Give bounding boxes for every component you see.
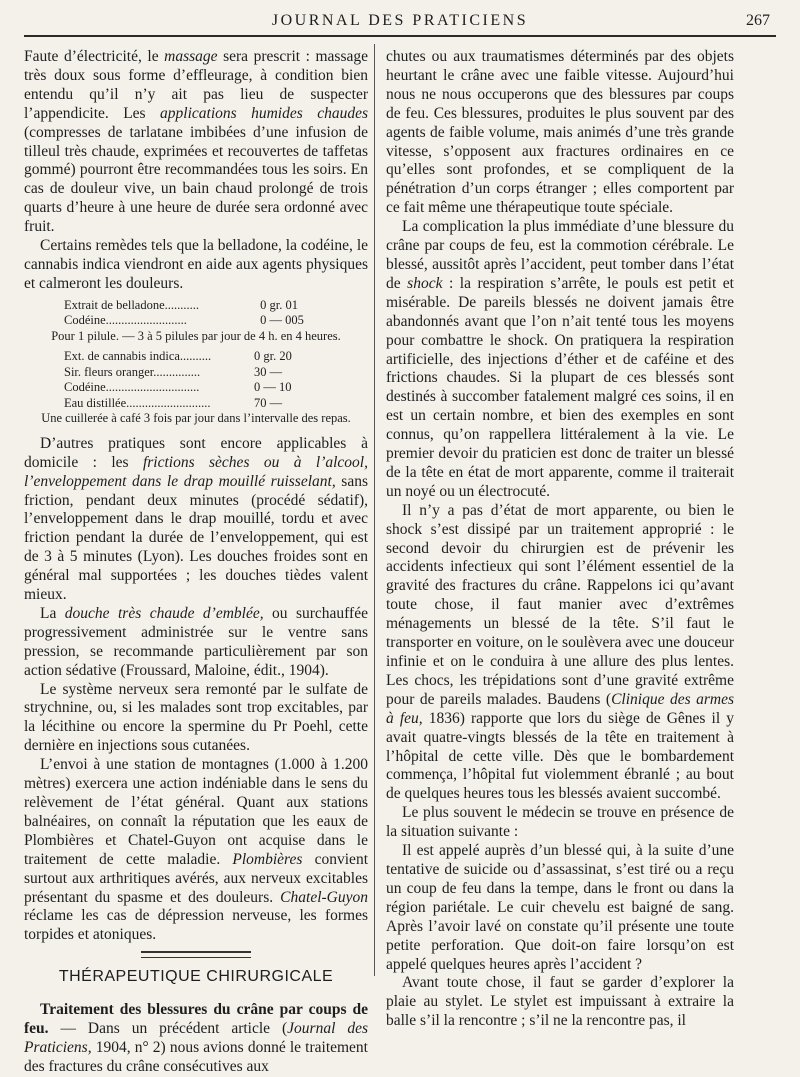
header-rule — [24, 35, 776, 37]
paragraph-commotion: La complication la plus immédiate d’une blessure du crâne par coups de feu, est la commotion cérébrale. Le blessé, aussitôt après l’accident, peut tomber dans l’état de shock : la respiration s’arrête, le pouls est petit et misérable. De pareils blessés ne doivent jamais être abandonnés avant que l’on n’ait tenté tous les moyens pour combattre le shock. On pratiquera la respiration artificielle, des injections d’éther et de caféine et des frictions chaudes. Si la plupart de ces blessés sont destinés à succomber fatalement malgré ces soins, il en est un certain nombre, et bien des exemples en sont connus, qu’on rappellera littéralement à la vie. Le premier devoir du praticien est donc de traiter un blessé de la tête en état de mort apparente, comme il traiterait un noyé ou un électrocuté. — [386, 218, 734, 500]
rx-row: Sir. fleurs oranger............... 30 — — [64, 364, 283, 379]
rx-row: Ext. de cannabis indica.......... 0 gr. 20 — [64, 349, 292, 364]
paragraph-situation: Le plus souvent le médecin se trouve en présence de la situation suivante : — [386, 804, 734, 841]
paragraph-massage: Faute d’électricité, le massage sera prescrit : massage très doux sous forme d’effleurage, à condition bien entendu qu’il n’y ait pas lieu de suspecter l’appendicite. Les applications humides chaudes (compresses de tarlatane imbibées d’une infusion de tilleul très chaude, exprimées et recouvertes de taffetas gommé) pourront être recommandées tous les soirs. En cas de douleur vive, un bain chaud prolongé de trois quarts d’heure à une heure de durée sera ordonné avec fruit. — [24, 48, 368, 236]
paragraph-infection: Il n’y a pas d’état de mort apparente, ou bien le shock s’est dissipé par un traitement approprié : le second devoir du chirurgien est de prévenir les accidents infectieux qui sont l’élément essentiel de la gravité des fractures du crâne. Rappelons ici qu’avant toute chose, il faut manier avec d’extrêmes ménagements un blessé de la tête. S’il faut le transporter en voiture, on le soulèvera avec une douceur infinie et on le conduira à une allure des plus lentes. Les chocs, les trépidations sont d’une gravité extrême pour de pareils malades. Baudens (Clinique des armes à feu, 1836) rapporte que lors du siège de Gênes il y avait quatre-vingts blessés de la tête en traitement à l’hôpital de cette ville. Dès que le bombardement commença, l’hôpital fut violemment ébranlé ; au bout de quelques heures tous les blessés avaient succombé. — [386, 501, 734, 803]
rx-row: Codéine.......................... 0 — 005 — [64, 313, 304, 328]
rx-note: Pour 1 pilule. — 3 à 5 pilules par jour de 4 h. en 4 heures. — [51, 328, 341, 343]
section-separator — [141, 951, 251, 958]
paragraph-appele: Il est appelé auprès d’un blessé qui, à la suite d’une tentative de suicide ou d’assassinat, s’est tiré ou a reçu un coup de feu dans la tempe, dans le front ou dans la région pariétale. Le cuir chevelu est baigné de sang. Après l’avoir lavé on constate qu’il présente une toute petite perforation. Que doit-on faire lorsqu’on est appelé quelques heures après l’accident ? — [386, 842, 734, 973]
paragraph-traitement: Traitement des blessures du crâne par coups de feu. — Dans un précédent article (Journal des Praticiens, 1904, n° 2) nous avions donné le traitement des fractures du crâne consécutives aux — [24, 1001, 368, 1075]
page-number: 267 — [746, 12, 770, 29]
rx-row: Codéine.............................. 0 — 10 — [64, 380, 292, 395]
journal-title: JOURNAL DES PRATICIENS — [271, 12, 529, 29]
paragraph-frictions: D’autres pratiques sont encore applicables à domicile : les frictions sèches ou à l’alcool, l’enveloppement dans le drap mouillé ruisselant, sans friction, pendant deux minutes (procédé sédatif), l’enveloppement dans le drap mouillé, tordu et avec friction pendant la durée de l’enveloppement, qui est de 3 à 5 minutes (Lyon). Les douches froides sont en général mal supportées ; les douches tièdes valent mieux. — [24, 434, 368, 604]
rx-row: Extrait de belladone........... 0 gr. 01 — [64, 297, 298, 312]
rx-note: Une cuillerée à café 3 fois par jour dans l’intervalle des repas. — [41, 411, 351, 426]
left-column — [24, 48, 368, 1077]
column-divider — [374, 44, 375, 976]
rx-row: Eau distillée........................... 70 — — [64, 395, 283, 410]
paragraph-chutes: chutes ou aux traumatismes déterminés par des objets heurtant le crâne avec une faible vitesse. Aujourd’hui nous ne nous occuperons que des blessures par coups de feu. Ces blessures, produites le plus souvent par des agents de faible volume, mais animés d’une très grande vitesse, s’opposent aux fractures ordinaires en ce qu’elles sont profondes, et se compliquent de la pénétration d’un corps étranger ; elles comportent par ce fait même une thérapeutique toute spéciale. — [386, 48, 734, 217]
page-header — [24, 8, 776, 36]
prescription-belladone — [24, 298, 368, 427]
paragraph-stations: L’envoi à une station de montagnes (1.000 à 1.200 mètres) exercera une action indéniable dans le sens du relèvement de l’état général. Quant aux stations balnéaires, on connaît la réputation que les eaux de Plombières et Chatel-Guyon ont acquise dans le traitement de cette maladie. Plombières convient surtout aux arthritiques avérés, aux nerveux excitables présentant du spasme et des douleurs. Chatel-Guyon réclame les cas de dépression nerveuse, les formes torpides et atoniques. — [24, 756, 368, 944]
right-column — [386, 48, 734, 1031]
paragraph-strychnine: Le système nerveux sera remonté par le sulfate de strychnine, ou, si les malades sont trop excitables, par la lécithine ou encore la spermine du Pr Poehl, cette dernière en injections sous cutanées. — [24, 680, 368, 755]
paragraph-stylet: Avant toute chose, il faut se garder d’explorer la plaie au stylet. Le stylet est impuissant à extraire la balle s’il la rencontre ; s’il ne la rencontre pas, il — [386, 974, 734, 1030]
section-title: THÉRAPEUTIQUE CHIRURGICALE — [58, 968, 334, 986]
paragraph-remedies: Certains remèdes tels que la belladone, la codéine, le cannabis indica viendront en aide aux agents physiques et calmeront les douleurs. — [24, 237, 368, 292]
paragraph-douche: La douche très chaude d’emblée, ou surchauffée progressivement administrée sur le ventre sans pression, se recommande particulièrement par son action sédative (Froussard, Maloine, édit., 1904). — [24, 604, 368, 679]
